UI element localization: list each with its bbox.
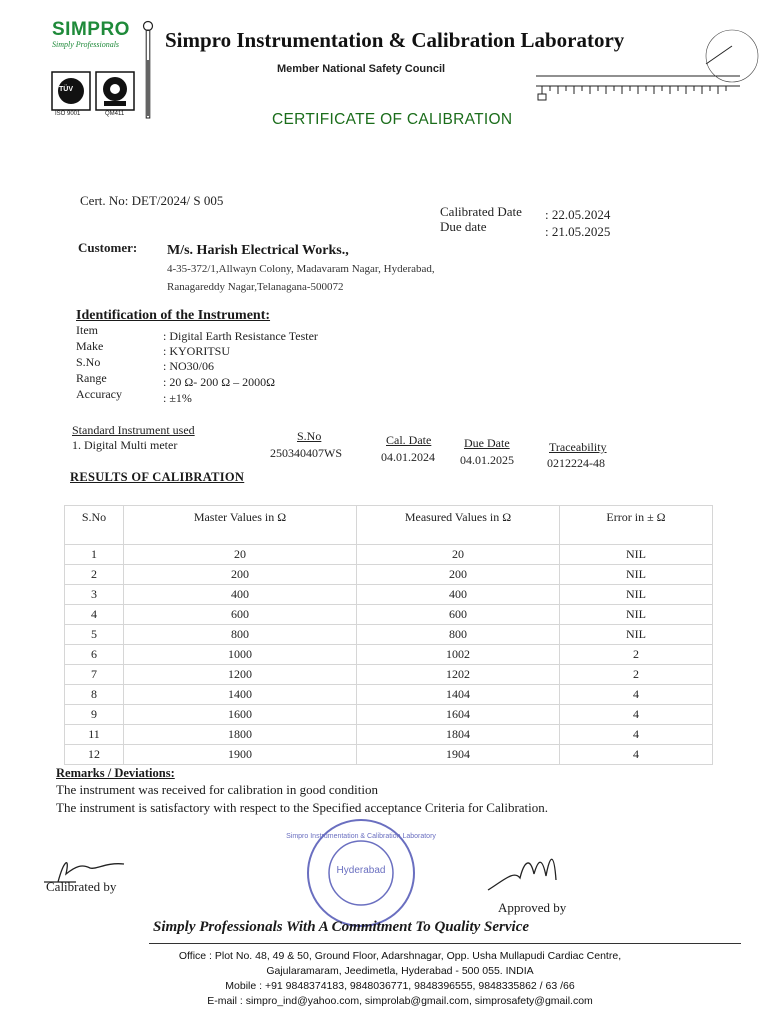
standard-due-value: 04.01.2025 xyxy=(460,453,514,467)
ruler-graphic xyxy=(536,66,740,104)
instrument-sno-value: : NO30/06 xyxy=(163,359,214,373)
logo-tagline: Simply Professionals xyxy=(52,40,120,49)
cell-measured: 200 xyxy=(357,565,560,585)
instrument-range-label: Range xyxy=(76,371,107,385)
customer-address-line2: Ranagareddy Nagar,Telanagana-500072 xyxy=(167,281,344,293)
cell-error: NIL xyxy=(560,545,713,565)
cell-error: 2 xyxy=(560,645,713,665)
standard-sno-label: S.No xyxy=(297,429,322,443)
remarks-heading: Remarks / Deviations: xyxy=(56,766,175,780)
cell-measured: 1002 xyxy=(357,645,560,665)
cell-sno: 11 xyxy=(65,725,124,745)
cell-sno: 4 xyxy=(65,605,124,625)
table-row xyxy=(65,545,713,565)
standard-cal-value: 04.01.2024 xyxy=(381,450,435,464)
cell-error: 4 xyxy=(560,725,713,745)
table-row xyxy=(65,685,713,705)
instrument-make-value: : KYORITSU xyxy=(163,344,231,358)
cell-measured: 600 xyxy=(357,605,560,625)
member-line: Member National Safety Council xyxy=(277,63,446,75)
table-row xyxy=(65,645,713,665)
laboratory-seal xyxy=(286,817,436,929)
table-row xyxy=(65,565,713,585)
table-row xyxy=(65,745,713,765)
cell-measured: 400 xyxy=(357,585,560,605)
badge-right-bottom: QM411 xyxy=(105,111,125,117)
standard-due-label: Due Date xyxy=(464,436,510,450)
email-addresses: E-mail : simpro_ind@yahoo.com, simprolab@gmail.com, simprosafety@gmail.com xyxy=(207,995,593,1007)
cell-sno: 1 xyxy=(65,545,124,565)
remarks-line2: The instrument is satisfactory with respect to the Specified acceptance Criteria for Calibration. xyxy=(56,800,549,815)
cell-master: 800 xyxy=(124,625,357,645)
standard-name: 1. Digital Multi meter xyxy=(72,438,178,452)
standard-sno-value: 250340407WS xyxy=(270,446,342,460)
instrument-sno-label: S.No xyxy=(76,355,101,369)
cell-error: 4 xyxy=(560,685,713,705)
table-row xyxy=(65,605,713,625)
cell-master: 600 xyxy=(124,605,357,625)
cell-master: 1200 xyxy=(124,665,357,685)
instrument-heading: Identification of the Instrument: xyxy=(76,308,271,323)
cell-sno: 12 xyxy=(65,745,124,765)
standard-trace-value: 0212224-48 xyxy=(547,456,605,470)
standard-heading: Standard Instrument used xyxy=(72,423,195,437)
results-heading: RESULTS OF CALIBRATION xyxy=(70,470,245,484)
cell-sno: 6 xyxy=(65,645,124,665)
standard-trace-label: Traceability xyxy=(549,440,607,454)
instrument-accuracy-label: Accuracy xyxy=(76,387,122,401)
cell-sno: 5 xyxy=(65,625,124,645)
column-header-error: Error in ± Ω xyxy=(560,506,713,545)
cell-master: 1400 xyxy=(124,685,357,705)
seal-ring-text: Simpro Instrumentation & Calibration Laboratory xyxy=(286,833,436,840)
cell-error: NIL xyxy=(560,625,713,645)
cell-measured: 20 xyxy=(357,545,560,565)
calibrated-date-label: Calibrated Date xyxy=(440,204,522,219)
instrument-item-value: : Digital Earth Resistance Tester xyxy=(163,329,318,343)
cell-sno: 2 xyxy=(65,565,124,585)
office-address: Office : Plot No. 48, 49 & 50, Ground Floor, Adarshnagar, Opp. Usha Mullapudi Cardiac Centre, xyxy=(178,950,622,962)
remarks-line1: The instrument was received for calibration in good condition xyxy=(56,782,379,797)
instrument-item-label: Item xyxy=(76,323,98,337)
cell-error: NIL xyxy=(560,565,713,585)
due-date-label: Due date xyxy=(440,219,487,234)
badge-left-top: TÜV xyxy=(59,86,73,93)
cell-measured: 1604 xyxy=(357,705,560,725)
slogan: Simply Professionals With A Commitment To Quality Service xyxy=(153,919,530,935)
cell-master: 1900 xyxy=(124,745,357,765)
column-header-measured: Measured Values in Ω xyxy=(357,506,560,545)
cell-error: 4 xyxy=(560,745,713,765)
table-row xyxy=(65,705,713,725)
customer-name: M/s. Harish Electrical Works., xyxy=(167,243,349,258)
simpro-logo xyxy=(52,20,142,54)
certification-badges xyxy=(50,70,138,120)
instrument-accuracy-value: : ±1% xyxy=(163,391,192,405)
cell-master: 1000 xyxy=(124,645,357,665)
cell-measured: 1404 xyxy=(357,685,560,705)
thermometer-icon xyxy=(143,20,153,124)
cell-sno: 7 xyxy=(65,665,124,685)
instrument-make-label: Make xyxy=(76,339,104,353)
cell-master: 20 xyxy=(124,545,357,565)
mobile-numbers: Mobile : +91 9848374183, 9848036771, 9848396555, 9848335862 / 63 /66 xyxy=(225,980,575,992)
approver-signature-icon xyxy=(484,850,574,900)
cell-sno: 3 xyxy=(65,585,124,605)
column-header-master: Master Values in Ω xyxy=(124,506,357,545)
cell-master: 200 xyxy=(124,565,357,585)
instrument-range-value: : 20 Ω- 200 Ω – 2000Ω xyxy=(163,375,276,389)
cell-measured: 1804 xyxy=(357,725,560,745)
cell-measured: 800 xyxy=(357,625,560,645)
cell-error: 4 xyxy=(560,705,713,725)
badge-left-bottom: ISO 9001 xyxy=(55,111,81,117)
results-table xyxy=(64,505,713,765)
customer-label: Customer: xyxy=(78,240,138,255)
calibrated-date-value: : 22.05.2024 xyxy=(545,207,611,222)
lab-name: Simpro Instrumentation & Calibration Laboratory xyxy=(165,28,625,52)
cell-error: NIL xyxy=(560,605,713,625)
seal-center-text: Hyderabad xyxy=(336,865,386,876)
standard-cal-label: Cal. Date xyxy=(386,433,432,447)
footer-divider xyxy=(149,943,741,944)
table-row xyxy=(65,665,713,685)
calibrated-by-label: Calibrated by xyxy=(46,879,117,894)
logo-word: SIMPRO xyxy=(52,19,130,40)
approved-by-label: Approved by xyxy=(498,900,567,915)
document-title: CERTIFICATE OF CALIBRATION xyxy=(272,111,513,128)
cell-error: NIL xyxy=(560,585,713,605)
table-row xyxy=(65,585,713,605)
due-date-value: : 21.05.2025 xyxy=(545,224,611,239)
cell-error: 2 xyxy=(560,665,713,685)
office-address-line2: Gajularamaram, Jeedimetla, Hyderabad - 500 055. INDIA xyxy=(266,965,534,977)
cell-sno: 9 xyxy=(65,705,124,725)
cell-measured: 1202 xyxy=(357,665,560,685)
column-header-sno: S.No xyxy=(65,506,124,545)
cell-measured: 1904 xyxy=(357,745,560,765)
cell-master: 400 xyxy=(124,585,357,605)
cell-master: 1800 xyxy=(124,725,357,745)
cert-number: Cert. No: DET/2024/ S 005 xyxy=(80,193,224,208)
table-row xyxy=(65,725,713,745)
cell-sno: 8 xyxy=(65,685,124,705)
customer-address-line1: 4-35-372/1,Allwayn Colony, Madavaram Nagar, Hyderabad, xyxy=(167,263,435,275)
table-row xyxy=(65,625,713,645)
results-header-row xyxy=(65,506,713,545)
cell-master: 1600 xyxy=(124,705,357,725)
